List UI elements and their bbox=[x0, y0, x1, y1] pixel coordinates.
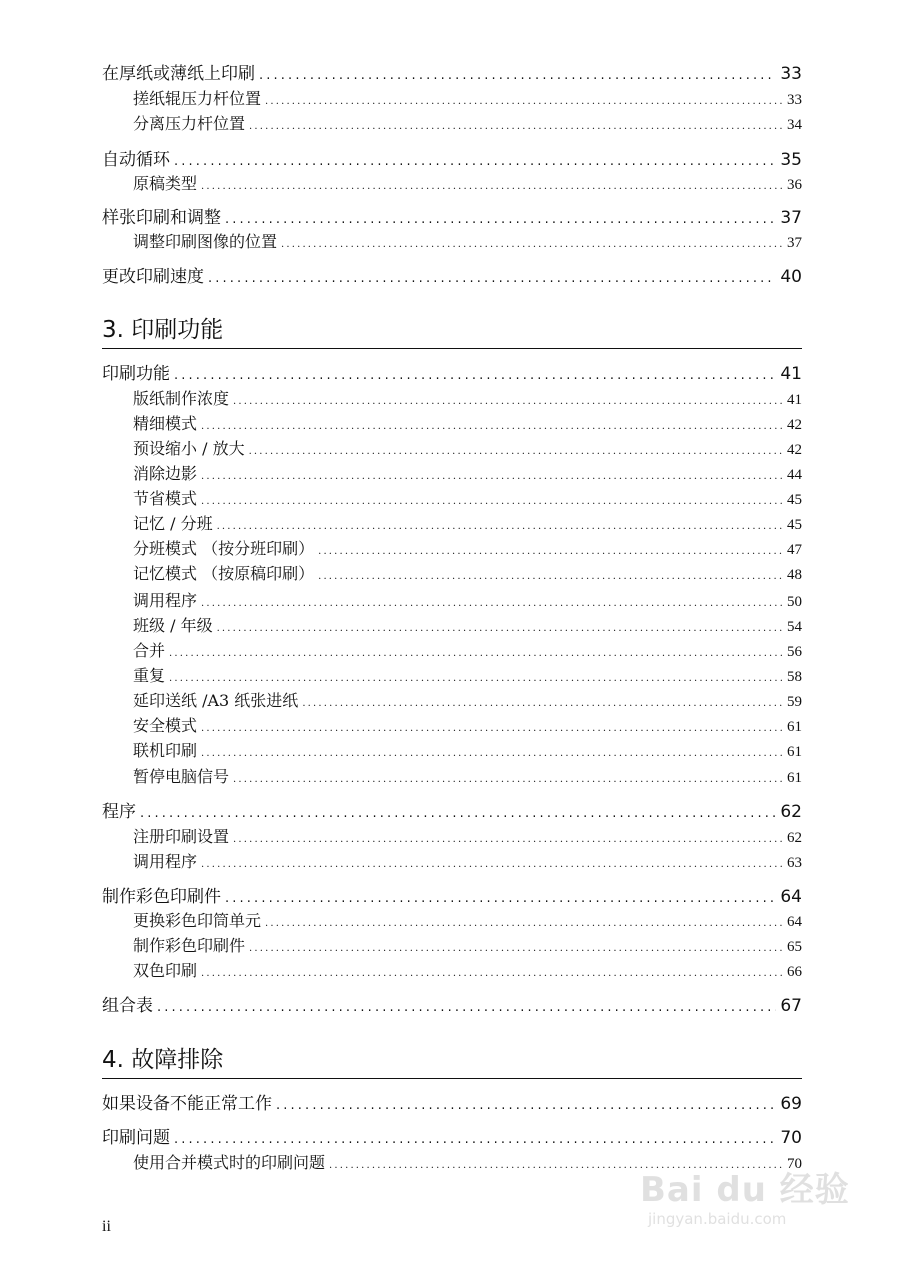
toc-entry-page: 66 bbox=[787, 964, 802, 980]
toc-entry-title: 记忆模式 （按原稿印刷） bbox=[133, 564, 315, 583]
toc-entry[interactable] bbox=[102, 1123, 802, 1148]
toc-entry-page: 69 bbox=[780, 1094, 802, 1114]
toc-entry[interactable] bbox=[102, 1089, 802, 1114]
dot-leader bbox=[201, 716, 783, 735]
toc-entry-page: 40 bbox=[780, 267, 802, 287]
toc-subentry[interactable] bbox=[133, 561, 802, 584]
dot-leader bbox=[225, 208, 776, 228]
toc-entry-page: 45 bbox=[787, 492, 802, 508]
dot-leader bbox=[318, 564, 783, 583]
dot-leader bbox=[174, 364, 776, 384]
toc-entry-page: 42 bbox=[787, 417, 802, 433]
dot-leader bbox=[208, 267, 776, 287]
toc-entry-title: 原稿类型 bbox=[133, 174, 198, 193]
dot-leader bbox=[318, 539, 783, 558]
dot-leader bbox=[233, 827, 783, 846]
toc-subentry[interactable] bbox=[133, 461, 802, 484]
watermark-logo: Bai du 经验 bbox=[640, 1170, 850, 1210]
dot-leader bbox=[174, 150, 776, 170]
toc-entry-page: 67 bbox=[780, 996, 802, 1016]
toc-subentry[interactable] bbox=[133, 588, 802, 611]
dot-leader bbox=[217, 616, 783, 635]
toc-entry-title: 预设缩小 / 放大 bbox=[133, 439, 245, 458]
toc-entry-page: 41 bbox=[787, 392, 802, 408]
toc-entry-title: 记忆 / 分班 bbox=[133, 514, 213, 533]
dot-leader bbox=[157, 996, 776, 1016]
dot-leader bbox=[201, 591, 783, 610]
toc-entry-title: 暂停电脑信号 bbox=[133, 767, 230, 786]
toc-entry-page: 33 bbox=[787, 92, 802, 108]
toc-entry-title: 版纸制作浓度 bbox=[133, 389, 230, 408]
toc-entry-page: 61 bbox=[787, 770, 802, 786]
dot-leader bbox=[169, 641, 783, 660]
toc-entry-title: 制作彩色印刷件 bbox=[102, 887, 221, 907]
toc-entry-page: 70 bbox=[787, 1156, 802, 1172]
toc-entry-page: 61 bbox=[787, 744, 802, 760]
toc-subentry[interactable] bbox=[133, 908, 802, 931]
toc-entry-page: 37 bbox=[787, 235, 802, 251]
toc-subentry[interactable] bbox=[133, 688, 802, 711]
dot-leader bbox=[233, 389, 783, 408]
toc-entry[interactable] bbox=[102, 262, 802, 287]
dot-leader bbox=[169, 666, 783, 685]
toc-entry-page: 44 bbox=[787, 467, 802, 483]
toc-entry-title: 在厚纸或薄纸上印刷 bbox=[102, 64, 255, 84]
chapter-heading: 4. 故障排除 bbox=[102, 1041, 802, 1079]
toc-entry-title: 自动循环 bbox=[102, 150, 170, 170]
toc-entry-page: 42 bbox=[787, 442, 802, 458]
toc-entry-page: 61 bbox=[787, 719, 802, 735]
dot-leader bbox=[201, 464, 783, 483]
dot-leader bbox=[302, 691, 783, 710]
toc-entry-title: 组合表 bbox=[102, 996, 153, 1016]
dot-leader bbox=[259, 64, 776, 84]
toc-entry-title: 搓纸辊压力杆位置 bbox=[133, 89, 262, 108]
toc-entry-page: 62 bbox=[780, 802, 802, 822]
dot-leader bbox=[140, 802, 776, 822]
toc-entry-page: 41 bbox=[780, 364, 802, 384]
toc-entry[interactable] bbox=[102, 59, 802, 84]
dot-leader bbox=[201, 489, 783, 508]
toc-entry-title: 精细模式 bbox=[133, 414, 198, 433]
dot-leader bbox=[201, 174, 783, 193]
toc-entry-page: 37 bbox=[780, 208, 802, 228]
toc-entry-title: 分班模式 （按分班印刷） bbox=[133, 539, 315, 558]
toc-subentry[interactable] bbox=[133, 663, 802, 686]
toc-entry[interactable] bbox=[102, 882, 802, 907]
toc-entry-title: 注册印刷设置 bbox=[133, 827, 230, 846]
dot-leader bbox=[249, 936, 783, 955]
toc-entry-page: 70 bbox=[780, 1128, 802, 1148]
toc-entry-page: 47 bbox=[787, 542, 802, 558]
toc-subentry[interactable] bbox=[133, 171, 802, 194]
toc-subentry[interactable] bbox=[133, 436, 802, 459]
toc-subentry[interactable] bbox=[133, 511, 802, 534]
page-number: ii bbox=[102, 1218, 111, 1235]
toc-subentry[interactable] bbox=[133, 536, 802, 559]
watermark bbox=[640, 1162, 850, 1242]
toc-entry-title: 合并 bbox=[133, 641, 166, 660]
toc-subentry[interactable] bbox=[133, 638, 802, 661]
toc-entry-page: 64 bbox=[780, 887, 802, 907]
toc-subentry[interactable] bbox=[133, 111, 802, 134]
toc-entry-page: 48 bbox=[787, 567, 802, 583]
dot-leader bbox=[249, 114, 783, 133]
toc-entry-title: 延印送纸 /A3 纸张进纸 bbox=[133, 691, 299, 710]
toc-entry[interactable] bbox=[102, 991, 802, 1016]
toc-entry-title: 样张印刷和调整 bbox=[102, 208, 221, 228]
dot-leader bbox=[233, 767, 783, 786]
dot-leader bbox=[174, 1128, 776, 1148]
toc-entry-page: 63 bbox=[787, 855, 802, 871]
toc-entry-page: 36 bbox=[787, 177, 802, 193]
toc-entry-page: 45 bbox=[787, 517, 802, 533]
toc-entry-title: 印刷问题 bbox=[102, 1128, 170, 1148]
toc-entry-page: 59 bbox=[787, 694, 802, 710]
dot-leader bbox=[201, 741, 783, 760]
toc-entry-page: 35 bbox=[780, 150, 802, 170]
toc-subentry[interactable] bbox=[133, 229, 802, 252]
toc-subentry[interactable] bbox=[133, 764, 802, 787]
toc-entry-title: 调用程序 bbox=[133, 591, 198, 610]
dot-leader bbox=[201, 961, 783, 980]
dot-leader bbox=[281, 232, 783, 251]
toc-entry-page: 58 bbox=[787, 669, 802, 685]
toc-entry-page: 56 bbox=[787, 644, 802, 660]
toc-entry-title: 节省模式 bbox=[133, 489, 198, 508]
toc-entry[interactable] bbox=[102, 359, 802, 384]
dot-leader bbox=[249, 439, 783, 458]
dot-leader bbox=[225, 887, 776, 907]
dot-leader bbox=[265, 89, 783, 108]
chapter-heading: 3. 印刷功能 bbox=[102, 311, 802, 349]
toc-entry-page: 54 bbox=[787, 619, 802, 635]
toc-entry-title: 更换彩色印筒单元 bbox=[133, 911, 262, 930]
dot-leader bbox=[217, 514, 783, 533]
dot-leader bbox=[201, 414, 783, 433]
toc-entry-title: 程序 bbox=[102, 802, 136, 822]
toc-entry-title: 消除边影 bbox=[133, 464, 198, 483]
toc-entry-title: 分离压力杆位置 bbox=[133, 114, 246, 133]
toc-entry-title: 使用合并模式时的印刷问题 bbox=[133, 1153, 326, 1172]
toc-subentry[interactable] bbox=[133, 613, 802, 636]
toc-entry-title: 印刷功能 bbox=[102, 364, 170, 384]
toc-entry-title: 制作彩色印刷件 bbox=[133, 936, 246, 955]
toc-entry-title: 安全模式 bbox=[133, 716, 198, 735]
toc-entry-page: 33 bbox=[780, 64, 802, 84]
toc-entry-title: 联机印刷 bbox=[133, 741, 198, 760]
toc-subentry[interactable] bbox=[133, 824, 802, 847]
toc-entry[interactable] bbox=[102, 145, 802, 170]
toc-entry-page: 64 bbox=[787, 914, 802, 930]
toc-subentry[interactable] bbox=[133, 933, 802, 956]
toc-entry[interactable] bbox=[102, 203, 802, 228]
toc-entry[interactable] bbox=[102, 797, 802, 822]
toc-entry-title: 重复 bbox=[133, 666, 166, 685]
dot-leader bbox=[265, 911, 783, 930]
toc-subentry[interactable] bbox=[133, 486, 802, 509]
toc-subentry[interactable] bbox=[133, 386, 802, 409]
toc-entry-title: 调用程序 bbox=[133, 852, 198, 871]
toc-subentry[interactable] bbox=[133, 738, 802, 761]
toc-entry-page: 34 bbox=[787, 117, 802, 133]
toc-entry-title: 调整印刷图像的位置 bbox=[133, 232, 278, 251]
toc-subentry[interactable] bbox=[133, 411, 802, 434]
toc-subentry[interactable] bbox=[133, 958, 802, 981]
toc-subentry[interactable] bbox=[133, 849, 802, 872]
watermark-url: jingyan.baidu.com bbox=[648, 1210, 787, 1228]
toc-entry-page: 50 bbox=[787, 594, 802, 610]
dot-leader bbox=[201, 852, 783, 871]
toc-entry-title: 更改印刷速度 bbox=[102, 267, 204, 287]
toc-subentry[interactable] bbox=[133, 713, 802, 736]
toc-entry-title: 如果设备不能正常工作 bbox=[102, 1094, 272, 1114]
toc-entry-page: 65 bbox=[787, 939, 802, 955]
toc-entry-title: 双色印刷 bbox=[133, 961, 198, 980]
toc-subentry[interactable] bbox=[133, 86, 802, 109]
dot-leader bbox=[276, 1094, 776, 1114]
toc-entry-page: 62 bbox=[787, 830, 802, 846]
toc-entry-title: 班级 / 年级 bbox=[133, 616, 213, 635]
